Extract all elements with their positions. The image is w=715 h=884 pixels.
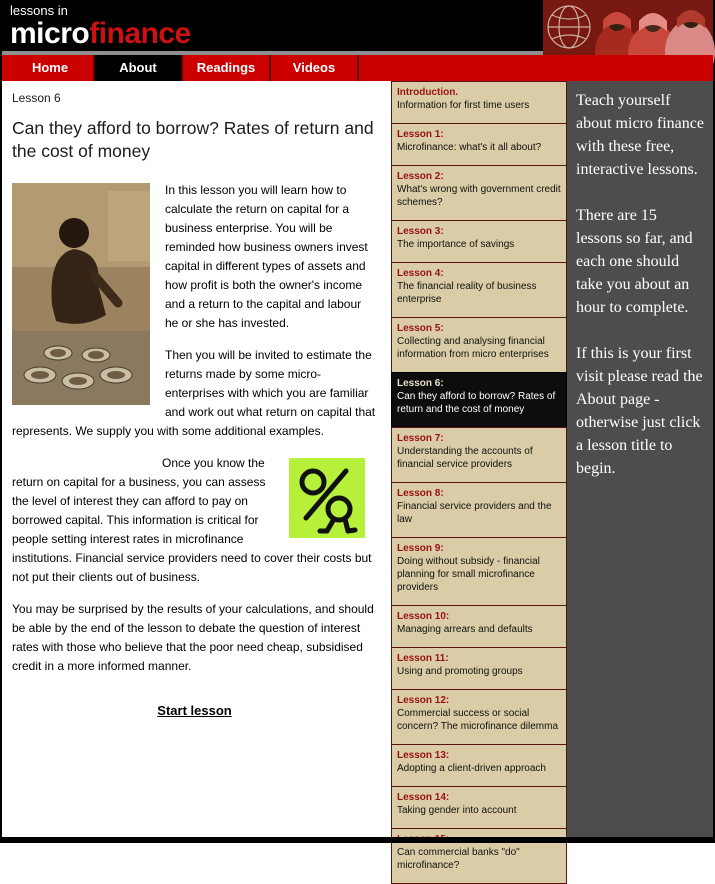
lesson-cell-title: Can they afford to borrow? Rates of return and the cost of money	[397, 391, 556, 415]
lesson-cell-label: Lesson 9:	[397, 543, 444, 554]
lesson-cell-title: The financial reality of business enterprise	[397, 281, 537, 305]
lesson-cell[interactable]	[391, 262, 567, 318]
lesson-cell-title: Adopting a client-driven approach	[397, 763, 546, 774]
lesson-cell-label: Lesson 1:	[397, 129, 444, 140]
lesson-cell[interactable]	[391, 220, 567, 263]
lesson-cell-label: Lesson 10:	[397, 611, 450, 622]
intro-paragraph-4: You may be surprised by the results of your calculations, and should be able by the end of the lesson to debate the question of interest rates with those who believe that the poor need cheap, subsidised credit in a more informed manner.	[12, 601, 374, 673]
lesson-cell[interactable]	[391, 482, 567, 538]
lesson-list	[391, 81, 567, 871]
logo-wordmark	[10, 18, 191, 50]
intro-paragraph-2: Then you will be invited to estimate the returns made by some micro-enterprises with which you are familiar and work out what return on capital that represents. We supply you with some additional examples.	[12, 347, 376, 438]
lesson-cell-title: Commercial success or social concern? The microfinance dilemma	[397, 708, 559, 732]
lesson-cell[interactable]	[391, 372, 567, 428]
lesson-cell-label: Lesson 3:	[397, 226, 444, 237]
artisan-photo-image	[12, 183, 150, 405]
lesson-cell-label: Introduction.	[397, 87, 459, 98]
lesson-cell-title: Microfinance: what's it all about?	[397, 142, 542, 153]
lesson-cell-label: Lesson 8:	[397, 488, 444, 499]
lesson-cell-title: Collecting and analysing financial information from micro enterprises	[397, 336, 549, 360]
sidebar-paragraph-2: There are 15 lessons so far, and each one should take you about an hour to complete.	[576, 207, 693, 316]
lesson-photo	[12, 183, 150, 405]
percent-icon	[289, 458, 365, 538]
lesson-intro-text	[12, 181, 377, 720]
start-lesson-link[interactable]: Start lesson	[157, 702, 232, 718]
lesson-cell-label: Lesson 7:	[397, 433, 444, 444]
intro-paragraph-1: In this lesson you will learn how to calculate the return on capital for a business enterprise. You will be reminded how business owners invest capital in different types of assets and how profit is both the owner's income and a return to the capital and labour he or she has invested.	[165, 182, 368, 330]
lesson-cell-label: Lesson 11:	[397, 653, 449, 664]
lesson-cell[interactable]	[391, 786, 567, 829]
lesson-cell[interactable]	[391, 605, 567, 648]
lesson-cell-title: Information for first time users	[397, 100, 530, 111]
intro-paragraph-3: Once you know the return on capital for a business, you can assess the level of interest they can afford to pay on borrowed capital. This information is critical for people setting interest rates in microfinance institutions. Financial service providers need to cover their costs but not put their clients out of business.	[12, 455, 372, 584]
nav-tab-about[interactable]: About	[95, 55, 183, 81]
lesson-cell[interactable]	[391, 537, 567, 606]
intro-sidebar	[567, 81, 713, 837]
lesson-cell[interactable]	[391, 123, 567, 166]
lesson-cell-label: Lesson 5:	[397, 323, 444, 334]
sidebar-paragraph-1: Teach yourself about micro finance with these free, interactive lessons.	[576, 92, 704, 178]
lesson-cell-title: What's wrong with government credit schemes?	[397, 184, 561, 208]
logo-finance: finance	[89, 17, 191, 50]
lesson-cell[interactable]	[391, 647, 567, 690]
lesson-cell-label: Lesson 4:	[397, 268, 444, 279]
main-column	[2, 81, 391, 837]
logo-tagline: lessons in	[10, 3, 68, 18]
lesson-cell-title: Using and promoting groups	[397, 666, 523, 677]
lesson-cell-label: Lesson 6:	[397, 378, 444, 389]
nav-tab-home[interactable]: Home	[7, 55, 95, 81]
lesson-cell-title: Managing arrears and defaults	[397, 624, 533, 635]
logo-micro: micro	[10, 17, 90, 50]
lesson-number-label: Lesson 6	[12, 91, 61, 105]
lesson-cell-title: Taking gender into account	[397, 805, 517, 816]
main-nav	[2, 55, 713, 81]
lesson-cell[interactable]	[391, 689, 567, 745]
lesson-cell-title: Financial service providers and the law	[397, 501, 552, 525]
content-area	[2, 81, 713, 871]
lesson-cell[interactable]	[391, 165, 567, 221]
lesson-cell-label: Lesson 13:	[397, 750, 450, 761]
lesson-cell[interactable]	[391, 317, 567, 373]
nav-tab-videos[interactable]: Videos	[271, 55, 359, 81]
site-header	[2, 0, 713, 55]
lesson-cell-title: Understanding the accounts of financial service providers	[397, 446, 533, 470]
lesson-cell-label: Lesson 2:	[397, 171, 444, 182]
lesson-cell-title: Doing without subsidy - financial planning for small microfinance providers	[397, 556, 540, 593]
site-logo	[10, 4, 191, 50]
lesson-cell[interactable]	[391, 427, 567, 483]
nav-tab-readings[interactable]: Readings	[183, 55, 271, 81]
header-photo-image	[543, 0, 713, 55]
lesson-cell-title: The importance of savings	[397, 239, 515, 250]
page-title: Can they afford to borrow? Rates of return and the cost of money	[12, 118, 374, 161]
lesson-cell-label: Lesson 14:	[397, 792, 450, 803]
sidebar-paragraph-3: If this is your first visit please read the About page - otherwise just click a lesson title to begin.	[576, 345, 703, 477]
lesson-cell-label: Lesson 12:	[397, 695, 450, 706]
header-photo	[543, 0, 713, 55]
lesson-cell[interactable]	[391, 744, 567, 787]
page-footer	[0, 837, 715, 843]
lesson-cell[interactable]	[391, 81, 567, 124]
lesson-cell-title: Can commercial banks "do" microfinance?	[397, 847, 520, 871]
start-lesson-container	[12, 702, 377, 720]
